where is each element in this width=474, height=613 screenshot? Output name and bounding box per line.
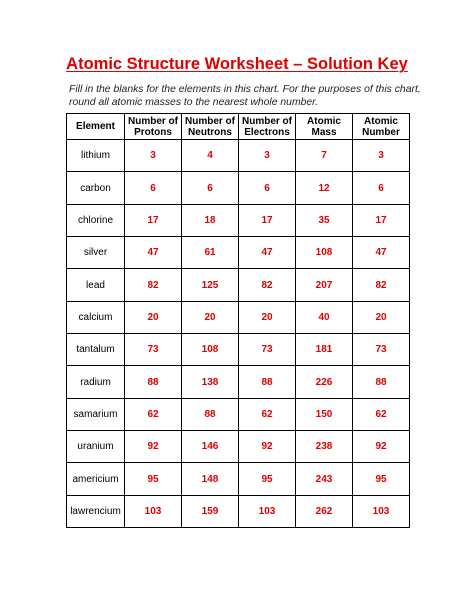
electrons-cell: 73 [239, 334, 296, 366]
protons-cell: 20 [125, 301, 182, 333]
element-name-cell: americium [67, 463, 125, 495]
worksheet-title: Atomic Structure Worksheet – Solution Key [66, 55, 408, 73]
table-row [67, 398, 410, 430]
atomic-number-cell: 47 [353, 237, 410, 269]
atomic-mass-cell: 207 [296, 269, 353, 301]
neutrons-cell: 20 [182, 301, 239, 333]
table-row [67, 334, 410, 366]
protons-cell: 47 [125, 237, 182, 269]
atomic-mass-cell: 108 [296, 237, 353, 269]
instructions-line-1: Fill in the blanks for the elements in this chart. For the purposes of this chart, [69, 84, 421, 95]
table-row [67, 140, 410, 172]
electrons-cell: 103 [239, 495, 296, 527]
electrons-cell: 62 [239, 398, 296, 430]
instructions [69, 83, 419, 109]
atomic-number-cell: 3 [353, 140, 410, 172]
atomic-number-cell: 103 [353, 495, 410, 527]
column-header-atomic-number [353, 114, 410, 140]
atomic-mass-cell: 12 [296, 172, 353, 204]
neutrons-cell: 138 [182, 366, 239, 398]
table-body [67, 140, 410, 528]
instructions-line-2: round all atomic masses to the nearest whole number. [69, 97, 319, 108]
column-header-element [67, 114, 125, 140]
protons-cell: 17 [125, 204, 182, 236]
atomic-mass-cell: 243 [296, 463, 353, 495]
protons-cell: 3 [125, 140, 182, 172]
neutrons-cell: 148 [182, 463, 239, 495]
protons-cell: 95 [125, 463, 182, 495]
column-header-text: Number of [128, 115, 178, 127]
element-name-cell: lead [67, 269, 125, 301]
atomic-number-cell: 17 [353, 204, 410, 236]
neutrons-cell: 88 [182, 398, 239, 430]
element-name-cell: radium [67, 366, 125, 398]
atomic-number-cell: 20 [353, 301, 410, 333]
element-name-cell: silver [67, 237, 125, 269]
table-row [67, 495, 410, 527]
neutrons-cell: 108 [182, 334, 239, 366]
column-header-protons [125, 114, 182, 140]
neutrons-cell: 18 [182, 204, 239, 236]
column-header-electrons [239, 114, 296, 140]
atomic-number-cell: 73 [353, 334, 410, 366]
electrons-cell: 20 [239, 301, 296, 333]
atomic-number-cell: 95 [353, 463, 410, 495]
column-header-text: Neutrons [188, 126, 232, 138]
column-header-text: Number [362, 126, 400, 138]
protons-cell: 6 [125, 172, 182, 204]
protons-cell: 103 [125, 495, 182, 527]
element-name-cell: lawrencium [67, 495, 125, 527]
electrons-cell: 92 [239, 431, 296, 463]
element-name-cell: chlorine [67, 204, 125, 236]
electrons-cell: 82 [239, 269, 296, 301]
element-name-cell: samarium [67, 398, 125, 430]
column-header-neutrons [182, 114, 239, 140]
column-header-text: Number of [242, 115, 292, 127]
table-row [67, 237, 410, 269]
electrons-cell: 95 [239, 463, 296, 495]
element-name-cell: lithium [67, 140, 125, 172]
neutrons-cell: 61 [182, 237, 239, 269]
atomic-number-cell: 6 [353, 172, 410, 204]
protons-cell: 73 [125, 334, 182, 366]
element-name-cell: tantalum [67, 334, 125, 366]
atomic-number-cell: 82 [353, 269, 410, 301]
protons-cell: 82 [125, 269, 182, 301]
table-row [67, 431, 410, 463]
atomic-mass-cell: 181 [296, 334, 353, 366]
table-row [67, 204, 410, 236]
atomic-mass-cell: 150 [296, 398, 353, 430]
electrons-cell: 17 [239, 204, 296, 236]
table-row [67, 172, 410, 204]
table-header-row [67, 114, 410, 140]
electrons-cell: 47 [239, 237, 296, 269]
electrons-cell: 6 [239, 172, 296, 204]
column-header-atomic-mass [296, 114, 353, 140]
atomic-number-cell: 88 [353, 366, 410, 398]
atomic-mass-cell: 35 [296, 204, 353, 236]
atomic-mass-cell: 7 [296, 140, 353, 172]
neutrons-cell: 159 [182, 495, 239, 527]
column-header-text: Atomic [307, 115, 341, 127]
neutrons-cell: 146 [182, 431, 239, 463]
neutrons-cell: 6 [182, 172, 239, 204]
atomic-mass-cell: 40 [296, 301, 353, 333]
electrons-cell: 88 [239, 366, 296, 398]
protons-cell: 62 [125, 398, 182, 430]
atomic-mass-cell: 238 [296, 431, 353, 463]
element-name-cell: uranium [67, 431, 125, 463]
table-row [67, 269, 410, 301]
column-header-text: Protons [134, 126, 172, 138]
protons-cell: 92 [125, 431, 182, 463]
atomic-number-cell: 92 [353, 431, 410, 463]
column-header-text: Mass [311, 126, 337, 138]
column-header-text: Electrons [244, 126, 290, 138]
column-header-text: Number of [185, 115, 235, 127]
table-row [67, 301, 410, 333]
electrons-cell: 3 [239, 140, 296, 172]
atomic-mass-cell: 226 [296, 366, 353, 398]
column-header-text: Element [76, 121, 115, 132]
element-name-cell: calcium [67, 301, 125, 333]
element-name-cell: carbon [67, 172, 125, 204]
atomic-mass-cell: 262 [296, 495, 353, 527]
table-row [67, 366, 410, 398]
column-header-text: Atomic [364, 115, 398, 127]
neutrons-cell: 4 [182, 140, 239, 172]
protons-cell: 88 [125, 366, 182, 398]
table-row [67, 463, 410, 495]
neutrons-cell: 125 [182, 269, 239, 301]
atomic-structure-table [66, 113, 410, 528]
atomic-number-cell: 62 [353, 398, 410, 430]
